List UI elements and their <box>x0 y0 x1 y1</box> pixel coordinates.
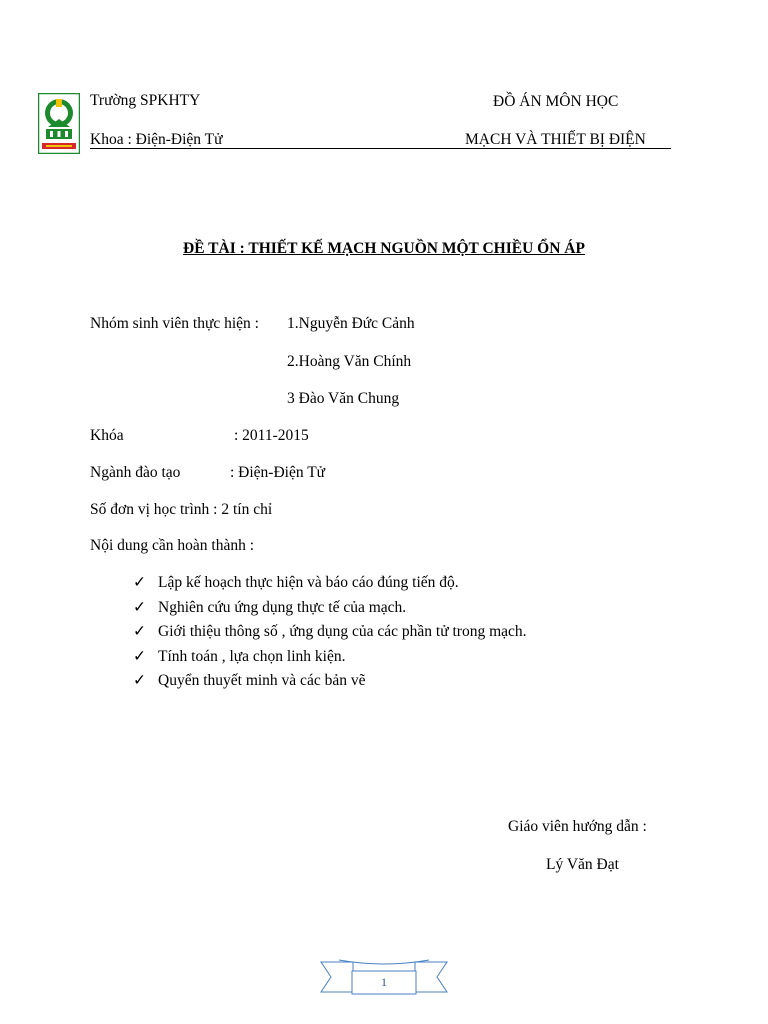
student-2: 2.Hoàng Văn Chính <box>287 353 412 370</box>
school-name: Trường SPKHTY <box>90 92 201 109</box>
check-mark-icon: ✓ <box>133 647 146 665</box>
advisor-name: Lý Văn Đạt <box>546 856 619 873</box>
page-title: ĐỀ TÀI : THIẾT KẾ MẠCH NGUỒN MỘT CHIỀU ỔN ÁP <box>183 240 585 257</box>
list-item: ✓ Tính toán , lựa chọn linh kiện. <box>133 645 527 670</box>
student-3: 3 Đào Văn Chung <box>287 390 400 407</box>
check-mark-icon: ✓ <box>133 598 146 616</box>
advisor-label: Giáo viên hướng dẫn : <box>508 818 647 835</box>
major-label: Ngành đào tạo <box>90 464 181 481</box>
list-item: ✓ Nghiên cứu ứng dụng thực tế của mạch. <box>133 596 527 621</box>
list-item: ✓ Quyển thuyết minh và các bản vẽ <box>133 669 527 694</box>
faculty-name: Khoa : Điện-Điện Tử <box>90 131 223 148</box>
page-number: 1 <box>381 975 387 989</box>
list-item: ✓ Giới thiệu thông số , ứng dụng của các phần tử trong mạch. <box>133 620 527 645</box>
check-mark-icon: ✓ <box>133 672 146 689</box>
list-item: ✓ Lập kế hoạch thực hiện và báo cáo đúng tiến độ. <box>133 571 527 596</box>
school-seal-icon <box>38 93 80 154</box>
task-list <box>133 571 527 694</box>
document-type: ĐỒ ÁN MÔN HỌC <box>493 93 619 110</box>
check-mark-icon: ✓ <box>133 623 146 640</box>
student-1: 1.Nguyễn Đức Cảnh <box>287 315 415 332</box>
course-name: MẠCH VÀ THIẾT BỊ ĐIỆN <box>465 131 646 148</box>
year-value: : 2011-2015 <box>234 427 309 444</box>
students-label: Nhóm sinh viên thực hiện : <box>90 315 259 332</box>
header-divider <box>90 148 671 149</box>
major-value: : Điện-Điện Tử <box>230 464 326 481</box>
credits-line: Số đơn vị học trình : 2 tín chỉ <box>90 501 273 518</box>
check-mark-icon: ✓ <box>133 574 146 591</box>
year-label: Khóa <box>90 427 124 444</box>
content-label: Nội dung cần hoàn thành : <box>90 537 255 554</box>
